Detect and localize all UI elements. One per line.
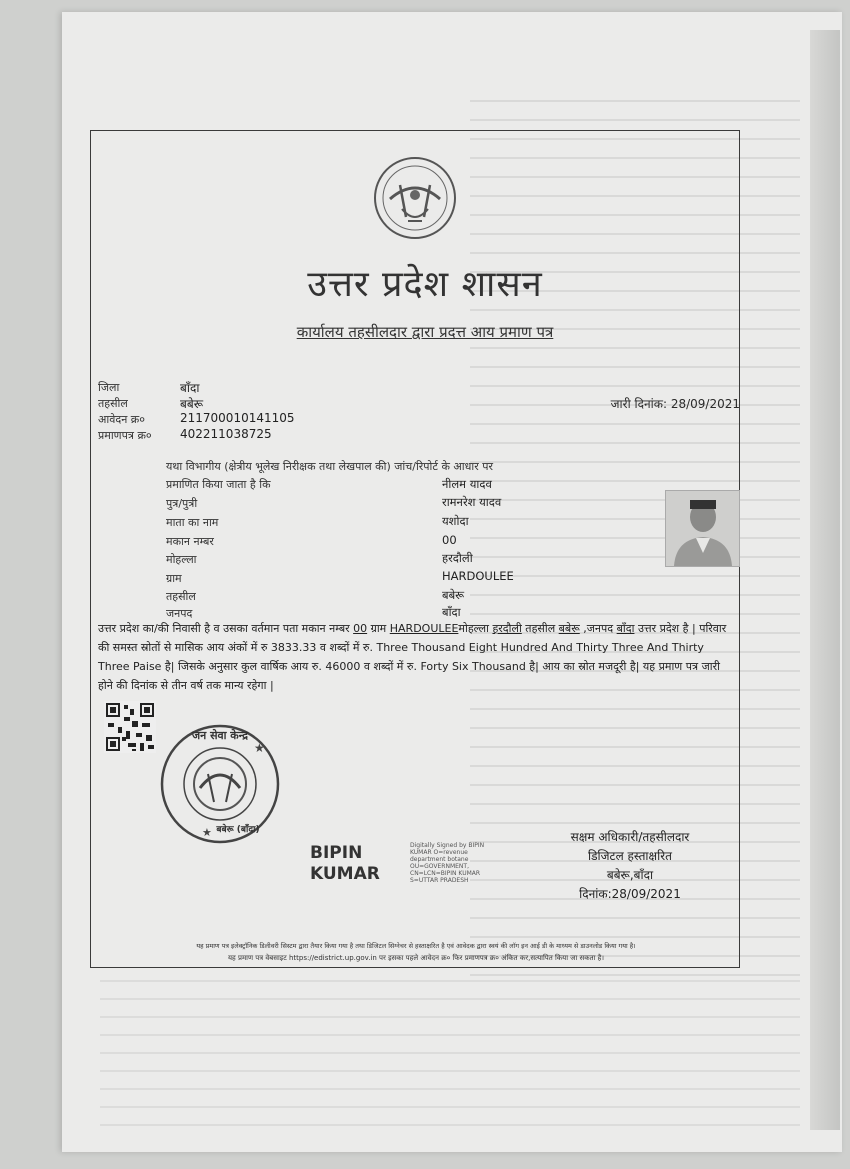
seal-bottom-text: बबेरू (बाँदा) (216, 825, 260, 835)
meta-label-certificate-no: प्रमाणपत्र क्र० (98, 429, 152, 442)
field-value-name: नीलम यादव (442, 477, 492, 491)
statement-mohalla: हरदौली (492, 622, 522, 635)
meta-label-application-no: आवेदन क्र० (98, 413, 145, 426)
statement-village: HARDOULEE (389, 622, 459, 635)
certificate-statement (98, 619, 738, 695)
authority-digital: डिजिटल हस्ताक्षरित (588, 849, 672, 863)
field-value-district: बाँदा (442, 605, 461, 619)
svg-text:★: ★ (254, 741, 265, 755)
field-value-village: HARDOULEE (442, 569, 514, 583)
meta-value-certificate-no: 402211038725 (180, 427, 272, 441)
statement-part-3: मोहल्ला (458, 622, 493, 635)
field-label-district: जनपद (166, 607, 193, 620)
meta-value-tehsil: बबेरू (180, 397, 204, 411)
sig-note-line: CN=LCN=BIPIN KUMAR (410, 870, 481, 877)
meta-label-tehsil: तहसील (98, 397, 128, 410)
document-subtitle: कार्यालय तहसीलदार द्वारा प्रदत्त आय प्रमाण पत्र (296, 323, 554, 341)
statement-part-6: उत्तर प्रदेश है | परिवार की समस्त स्रोतों से मासिक आय अंकों में रु 3833.33 व शब्दों में रु. Three Thousand Eight Hundred And Thirty Three And Thirty Three Paise है| जिसके अनुसार कुल वार्षिक आय रु. 46000 व शब्दों में रु. Forty Six Thousand है| आय का स्रोत मजदूरी है| यह प्रमाण पत्र जारी होने की दिनांक से तीन वर्ष तक मान्य रहेगा | (98, 622, 727, 692)
signer-name (310, 843, 400, 885)
field-label-house-no: मकान नम्बर (166, 535, 214, 548)
bleed-through-text-bottom (100, 980, 800, 1140)
paper-edge (810, 30, 840, 1130)
sig-note-line: Digitally Signed by BIPIN (410, 842, 485, 849)
authority-block (545, 828, 715, 904)
field-value-tehsil: बबेरू (442, 588, 465, 602)
field-value-house-no: 00 (442, 533, 457, 547)
svg-text:★: ★ (202, 826, 212, 839)
field-label-mother: माता का नाम (166, 516, 219, 529)
issue-date: जारी दिनांक: 28/09/2021 (610, 397, 740, 411)
jan-seva-kendra-seal (158, 722, 282, 846)
field-label-parent: पुत्र/पुत्री (166, 497, 198, 510)
sig-note-line: OU=GOVERNMENT, (410, 863, 469, 870)
field-label-mohalla: मोहल्ला (166, 553, 197, 566)
statement-district: बाँदा (616, 622, 635, 635)
digital-signature-note (410, 842, 505, 884)
sig-note-line: department botane (410, 856, 469, 863)
qr-code-icon (104, 701, 156, 753)
field-value-mother: यशोदा (442, 514, 469, 528)
field-label-village: ग्राम (166, 572, 182, 585)
meta-value-district: बाँदा (180, 381, 200, 395)
footer-line-2: यह प्रमाण पत्र वेबसाइट https://edistrict.up.gov.in पर इसका पहले आवेदन क्र० फिर प्रमाणपत्र क्र० अंकित कर,सत्यापित किया जा सकता है। (228, 954, 604, 962)
applicant-photo (665, 490, 740, 567)
statement-part-5: ,जनपद (579, 622, 617, 635)
statement-part-1: उत्तर प्रदेश का/की निवासी है व उसका वर्तमान पता मकान नम्बर (98, 622, 354, 635)
sig-note-line: S=UTTAR PRADESH (410, 877, 469, 884)
field-value-parent: रामनरेश यादव (442, 495, 502, 509)
statement-part-2: ग्राम (367, 622, 390, 635)
authority-title: सक्षम अधिकारी/तहसीलदार (570, 830, 690, 844)
meta-value-application-no: 211700010141105 (180, 411, 295, 425)
statement-house-no: 00 (353, 622, 368, 635)
authority-date: दिनांक:28/09/2021 (579, 887, 681, 901)
up-government-emblem-icon (372, 155, 458, 241)
statement-part-4: तहसील (521, 622, 559, 635)
footer-line-1: यह प्रमाण पत्र इलेक्ट्रॉनिक डिलीवरी सिस्टम द्वारा तैयार किया गया है तथा डिजिटल सिग्नेचर से हस्ताक्षरित है एवं आवेदक द्वारा स्वयं की लॉग इन आई डी के माध्यम से डाउनलोड किया गया है। (196, 942, 636, 950)
signer-last-name: KUMAR (310, 864, 380, 884)
intro-line-1: यथा विभागीय (क्षेत्रीय भूलेख निरीक्षक तथा लेखपाल की) जांच/रिपोर्ट के आधार पर (166, 460, 493, 473)
document-title: उत्तर प्रदेश शासन (307, 264, 543, 305)
seal-top-text: जन सेवा केन्द्र (191, 729, 248, 742)
intro-line-2: प्रमाणित किया जाता है कि (166, 478, 271, 491)
authority-place: बबेरू,बाँदा (606, 868, 654, 882)
footer-note (96, 940, 736, 964)
statement-tehsil: बबेरू (558, 622, 580, 635)
signer-first-name: BIPIN (310, 843, 363, 863)
field-value-mohalla: हरदौली (442, 551, 473, 565)
meta-label-district: जिला (98, 381, 120, 394)
field-label-tehsil: तहसील (166, 590, 196, 603)
sig-note-line: KUMAR O=revenue (410, 849, 468, 856)
